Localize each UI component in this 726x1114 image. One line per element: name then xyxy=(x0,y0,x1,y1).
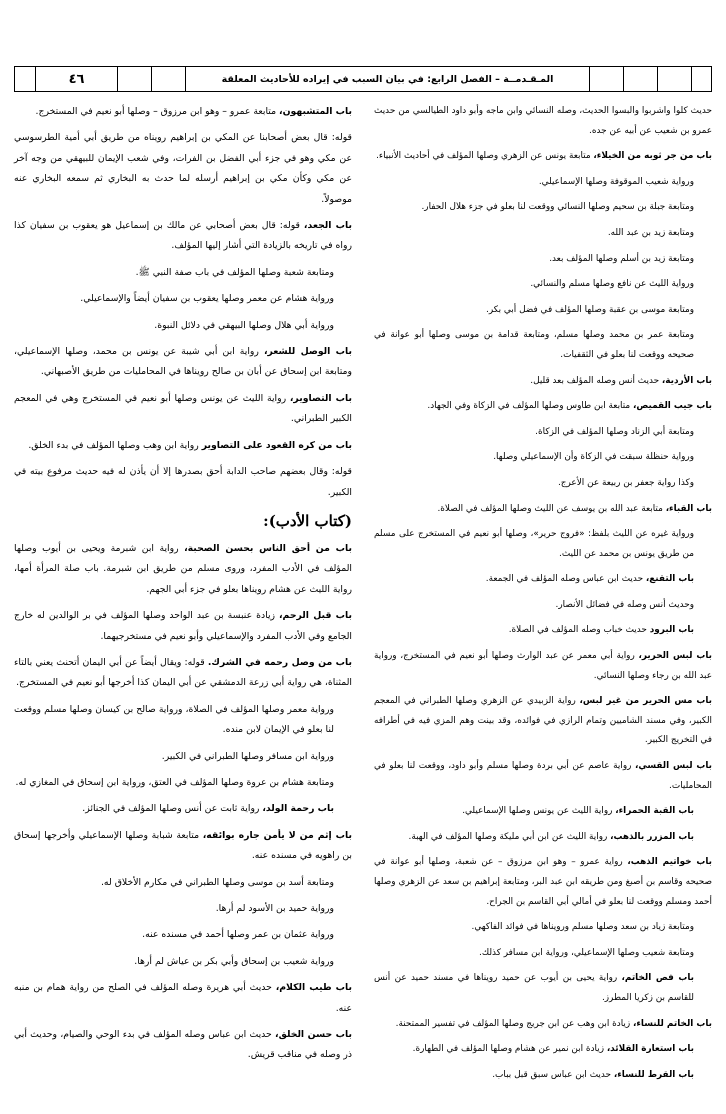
text-paragraph xyxy=(374,173,712,193)
text-paragraph xyxy=(14,653,352,694)
paragraph-text: ومتابعة شعيب وصلها الإسماعيلي، ورواية ابن مسافر كذلك. xyxy=(479,947,694,958)
text-paragraph xyxy=(14,899,352,919)
paragraph-text: زيادة ابن وهب عن ابن جريج وصلها المؤلف في تفسير الممتحنة. xyxy=(395,1018,633,1029)
text-paragraph xyxy=(374,757,712,796)
paragraph-text: ورواية شعيب الموقوفة وصلها الإسماعيلي. xyxy=(538,176,694,187)
paragraph-text: رواية الليث عن ابن أبي مليكة وصلها المؤلف في الهبة. xyxy=(408,831,611,842)
text-paragraph xyxy=(14,700,352,741)
chapter-label: باب جيب القميص، xyxy=(633,401,712,412)
text-paragraph xyxy=(14,1025,352,1066)
paragraph-text: حديث كلوا واشربوا والبسوا الحديث، وصله النسائي وابن ماجه وأبو داود الطيالسي من حديث عمرو بن شعيب عن أبيه عن جده. xyxy=(374,106,712,136)
chapter-label: باب حسن الخلق، xyxy=(275,1029,352,1041)
text-paragraph xyxy=(14,263,352,283)
text-paragraph xyxy=(374,596,712,616)
paragraph-text: متابعة عبد الله بن يوسف عن الليث وصلها المؤلف في الصلاة. xyxy=(437,503,666,514)
text-paragraph xyxy=(374,802,712,822)
paragraph-text: ورواية ابن مسافر وصلها الطبراني في الكبير. xyxy=(161,750,334,762)
text-paragraph xyxy=(374,326,712,365)
paragraph-text: قوله: قال بعض أصحابي عن مالك بن إسماعيل هو يعقوب بن سفيان كذا رواه في تاريخه بالزيادة التي أشار إليها المؤلف. xyxy=(14,220,352,252)
chapter-label: باب إثم من لا يأمن جاره بوائقه، xyxy=(202,829,352,841)
paragraph-text: حديث أبي هريرة وصله المؤلف في الصلح من رواية همام بن منبه عنه. xyxy=(14,982,352,1014)
paragraph-text: وحديث أنس وصله في فضائل الأنصار. xyxy=(555,599,694,610)
chapter-label: باب مس الحرير من غير لبس، xyxy=(579,696,712,707)
page-header xyxy=(14,66,712,92)
text-paragraph xyxy=(14,389,352,430)
header-cell-empty xyxy=(151,67,185,91)
text-paragraph xyxy=(14,925,352,945)
paragraph-text: حديث أنس وصله المؤلف بعد قليل. xyxy=(530,375,662,386)
text-paragraph xyxy=(374,102,712,141)
text-paragraph xyxy=(374,147,712,167)
paragraph-text: حديث ابن عباس سبق قبل بباب. xyxy=(492,1069,614,1080)
paragraph-text: ومتابعة أبي الزناد وصلها المؤلف في الزكاة. xyxy=(535,426,694,437)
header-cell-empty xyxy=(691,67,711,91)
text-paragraph xyxy=(14,289,352,309)
paragraph-text: متابعة عمرو – وهو ابن مرزوق – وصلها أبو نعيم في المستخرج. xyxy=(35,106,280,117)
text-paragraph xyxy=(14,747,352,767)
chapter-label: باب البرود xyxy=(649,625,694,636)
right-column xyxy=(374,102,712,1102)
paragraph-text: ومتابعة شعبة وصلها المؤلف في باب صفة النبي ﷺ. xyxy=(135,266,334,278)
text-paragraph xyxy=(14,978,352,1019)
paragraph-text: ورواية حنظلة سبقت في الزكاة وأن الإسماعيلي وصلها. xyxy=(493,452,694,463)
paragraph-text: حديث ابن عباس وصله المؤلف في بدء الوحي والصيام، وحديث أبي ذر وصله في مناقب قريش. xyxy=(14,1029,352,1061)
paragraph-text: متابعة يونس عن الزهري وصلها المؤلف في أحاديث الأنبياء. xyxy=(376,151,594,162)
paragraph-text: قوله: ويقال أيضاً عن أبي اليمان أتحنث يعني بالتاء المثناة، هي رواية أبي زرعة الدمشقي عن أبي اليمان كذا أخرجها أبو نعيم في المستخرج. xyxy=(14,656,352,689)
text-paragraph xyxy=(374,621,712,641)
header-cell-empty xyxy=(623,67,657,91)
text-paragraph xyxy=(374,647,712,686)
paragraph-text: ومتابعة أسد بن موسى وصلها الطبراني في مكارم الأخلاق له. xyxy=(100,876,334,888)
chapter-label: باب المزرر بالذهب، xyxy=(610,831,694,842)
text-paragraph xyxy=(374,397,712,417)
text-paragraph xyxy=(374,692,712,751)
text-paragraph xyxy=(14,316,352,336)
text-paragraph xyxy=(374,198,712,218)
paragraph-text: ومتابعة عمر بن محمد وصلها مسلم، ومتابعة قدامة بن موسى وصلها أبو عوانة في صحيحه ووقعت لنا بعلو في الثقفيات. xyxy=(374,330,694,360)
text-paragraph xyxy=(374,372,712,392)
paragraph-text: ورواية شعيب بن إسحاق وأبي بكر بن عياش لم أرها. xyxy=(134,955,334,967)
paragraph-text: ورواية معمر وصلها المؤلف في الصلاة، ورواية صالح بن كيسان وصلها مسلم ووقعت لنا بعلو في الإيمان لابن منده. xyxy=(14,703,334,736)
paragraph-text: زيادة ابن نمير عن هشام وصلها المؤلف في الطهارة. xyxy=(412,1044,607,1055)
paragraph-text: ورواية عثمان بن عمر وصلها أحمد في مسنده عنه. xyxy=(142,929,334,941)
text-paragraph xyxy=(374,1015,712,1035)
text-paragraph xyxy=(14,128,352,210)
text-paragraph xyxy=(14,873,352,893)
paragraph-text: رواية أبي معمر عن عبد الوارث وصلها أبو نعيم في المستخرج، ورواية عبد الله بن رجاء وصلها النسائي. xyxy=(374,651,712,681)
chapter-label: باب من كره القعود على التصاوير xyxy=(201,439,352,451)
text-paragraph xyxy=(14,773,352,793)
paragraph-text: رواية الزبيدي عن الزهري وصلها الطبراني في المعجم الكبير، وفي مسند الشاميين وتمام الرازي في فوائده، وقد بينت وهم المزي فيه في أطرافه في التخريج الكبير. xyxy=(374,696,712,746)
header-cell-empty xyxy=(589,67,623,91)
text-paragraph xyxy=(374,853,712,912)
chapter-label: باب القباء، xyxy=(665,503,712,514)
text-paragraph xyxy=(14,342,352,383)
paragraph-text: حديث ابن عباس وصله المؤلف في الجمعة. xyxy=(485,574,646,585)
paragraph-text: ومتابعة زيد بن أسلم وصلها المؤلف بعد. xyxy=(549,253,694,264)
text-paragraph xyxy=(14,436,352,456)
paragraph-text: رواية الليث عن يونس وصلها أبو نعيم في المستخرج وهي في المعجم الكبير الطبراني. xyxy=(14,392,352,425)
paragraph-text: ومتابعة موسى بن عقبة وصلها المؤلف في فضل أبي بكر. xyxy=(486,304,694,315)
paragraph-text: ورواية غيره عن الليث بلفظ: «فروج حرير»، وصلها أبو نعيم في المستخرج على مسلم من طريق يونس بن محمد عن الليث. xyxy=(374,529,694,559)
chapter-label: باب الأردية، xyxy=(661,375,712,386)
text-paragraph xyxy=(374,1040,712,1060)
text-paragraph xyxy=(374,275,712,295)
text-paragraph xyxy=(374,500,712,520)
chapter-label: باب من وصل رحمه في الشرك. xyxy=(207,656,352,668)
paragraph-text: رواية عمرو – وهو ابن مرزوق – عن شعبة، وصلها أبو عوانة في صحيحه وقاسم بن أصبغ ومن طريقه ابن عبد البر، ومتابعة إبراهيم بن سعد عن الزهري وصلها أحمد ومسلم ووقعت لنا بعلو في أمالي أبي القاسم بن الجراح. xyxy=(374,857,712,907)
paragraph-text: رواية ابن وهب وصلها المؤلف في بدء الخلق. xyxy=(28,439,202,451)
text-paragraph xyxy=(374,969,712,1008)
paragraph-text: ورواية هشام عن معمر وصلها يعقوب بن سفيان أيضاً والإسماعيلي. xyxy=(80,293,334,305)
chapter-label: باب التقنع، xyxy=(645,574,694,585)
page-number: ٤٦ xyxy=(35,67,117,91)
paragraph-text: ورواية حميد بن الأسود لم أرها. xyxy=(215,903,334,914)
paragraph-text: رواية ثابت عن أنس وصلها المؤلف في الجنائز. xyxy=(82,803,263,815)
text-paragraph xyxy=(14,952,352,972)
text-paragraph xyxy=(14,462,352,503)
text-paragraph xyxy=(374,1066,712,1086)
text-paragraph xyxy=(14,216,352,257)
chapter-label: باب رحمة الولد، xyxy=(262,803,334,815)
paragraph-text: رواية عاصم عن أبي بردة وصلها مسلم وأبو داود، ووقعت لنا بعلو في المحامليات. xyxy=(374,761,712,791)
text-paragraph xyxy=(14,606,352,647)
paragraph-text: ومتابعة جبلة بن سحيم وصلها النسائي ووقعت لنا بعلو في جزء هلال الحفار. xyxy=(421,202,694,213)
header-cell-empty xyxy=(657,67,691,91)
header-cell-empty xyxy=(117,67,151,91)
paragraph-text: رواية ابن أبي شيبة عن يونس بن محمد، وصلها الإسماعيلي، ومتابعة ابن إسحاق عن أبان بن صالح رويناها في المحامليات من طريق الأصبهاني. xyxy=(14,346,352,378)
paragraph-text: متابعة ابن طاوس وصلها المؤلف في الزكاة وفي الجهاد. xyxy=(427,401,633,412)
paragraph-text: متابعة شبابة وصلها الإسماعيلي وأخرجها إسحاق بن راهويه في مسنده عنه. xyxy=(14,829,352,862)
paragraph-text: رواية يحيى بن أيوب عن حميد رويناها في مسند حميد عن أنس للقاسم بن زكريا المطرز. xyxy=(374,973,694,1003)
text-paragraph xyxy=(374,301,712,321)
text-paragraph xyxy=(374,828,712,848)
chapter-label: باب من جر ثوبه من الخيلاء، xyxy=(593,151,712,162)
chapter-label: باب من أحق الناس بحسن الصحبة، xyxy=(184,542,352,554)
paragraph-text: قوله: وقال بعضهم صاحب الدابة أحق بصدرها إلا أن يأذن له فيه حديث مرفوع بيته في الكبير. xyxy=(14,466,352,498)
chapter-label: باب خواتيم الذهب، xyxy=(627,857,712,868)
chapter-label: باب استعارة القلائد، xyxy=(606,1044,694,1055)
text-paragraph xyxy=(374,423,712,443)
text-paragraph xyxy=(14,826,352,867)
paragraph-text: ورواية الليث عن نافع وصلها مسلم والنسائي. xyxy=(530,279,694,290)
chapter-label: باب الخاتم للنساء، xyxy=(632,1018,712,1029)
text-paragraph xyxy=(14,799,352,819)
chapter-label: باب الجعد، xyxy=(303,220,352,232)
header-cell-empty xyxy=(15,67,35,91)
paragraph-text: رواية الليث عن يونس وصلها الإسماعيلي. xyxy=(462,806,616,817)
chapter-label: باب فص الخاتم، xyxy=(621,973,694,984)
text-paragraph xyxy=(374,944,712,964)
left-column xyxy=(14,102,352,1102)
paragraph-text: ومتابعة زياد بن سعد وصلها مسلم ورويناها في فوائد الفاكهي. xyxy=(471,922,694,933)
paragraph-text: ومتابعة هشام بن عروة وصلها المؤلف في العتق، ورواية ابن إسحاق في المغازي له. xyxy=(15,776,334,788)
text-paragraph xyxy=(374,525,712,564)
text-paragraph xyxy=(374,448,712,468)
paragraph-text: زيادة عنبسة بن عبد الواحد وصلها المؤلف في بر الوالدين له خارج الجامع وفي الأدب المفرد والإسماعيلي وأبو نعيم في مستخرجيهما. xyxy=(14,610,352,642)
book-heading: (كتاب الأدب): xyxy=(263,511,352,530)
chapter-label: باب طيب الكلام، xyxy=(275,982,352,994)
chapter-label: باب القبة الحمراء، xyxy=(615,806,694,817)
chapter-label: باب لبس الحرير، xyxy=(638,651,713,662)
text-paragraph xyxy=(374,570,712,590)
paragraph-text: قوله: قال بعض أصحابنا عن المكي بن إبراهيم رويناه من طريق أبي أمية الطرسوسي عن مكي وهو في جزء أبي الفضل بن الفرات، وفي شعب الإيمان للبيهقي من وجه آخر عن مكي وكأن مكي بن إبراهيم أرسله لما حدث به البخاري ثم سمعه البخاري عنه موصولاً. xyxy=(14,132,352,205)
chapter-label: باب القرط للنساء، xyxy=(613,1069,694,1080)
chapter-label: باب التصاوير، xyxy=(289,392,352,404)
text-paragraph xyxy=(374,250,712,270)
text-paragraph xyxy=(374,224,712,244)
chapter-label: باب المتشبهون، xyxy=(279,106,352,117)
chapter-label: باب قبل الرحم، xyxy=(279,610,353,622)
document-page xyxy=(14,10,712,1104)
header-title: المـقـدمــة – الفصل الرابع: في بيان السبب في إيراده للأحاديث المعلقة xyxy=(185,67,589,91)
paragraph-text: رواية ابن شبرمة ويحيى بن أيوب وصلها المؤلف في الأدب المفرد، وروى مسلم من طريق ابن شبرمة. باب صلة المرأة أمها، رواية الليث عن هشام رويناها بعلو في جزء أبي الجهم. xyxy=(14,542,352,595)
chapter-label: باب لبس القسي، xyxy=(635,761,712,772)
paragraph-text: ورواية أبي هلال وصلها البيهقي في دلائل النبوة. xyxy=(154,319,334,331)
text-paragraph xyxy=(14,539,352,600)
paragraph-text: حديث خباب وصله المؤلف في الصلاة. xyxy=(508,625,650,636)
paragraph-text: وكذا رواية جعفر بن ربيعة عن الأعرج. xyxy=(557,477,694,488)
text-paragraph xyxy=(374,474,712,494)
chapter-label: باب الوصل للشعر، xyxy=(263,346,352,358)
text-paragraph xyxy=(374,918,712,938)
text-paragraph xyxy=(14,102,352,122)
paragraph-text: ومتابعة زيد بن عبد الله. xyxy=(607,227,694,238)
